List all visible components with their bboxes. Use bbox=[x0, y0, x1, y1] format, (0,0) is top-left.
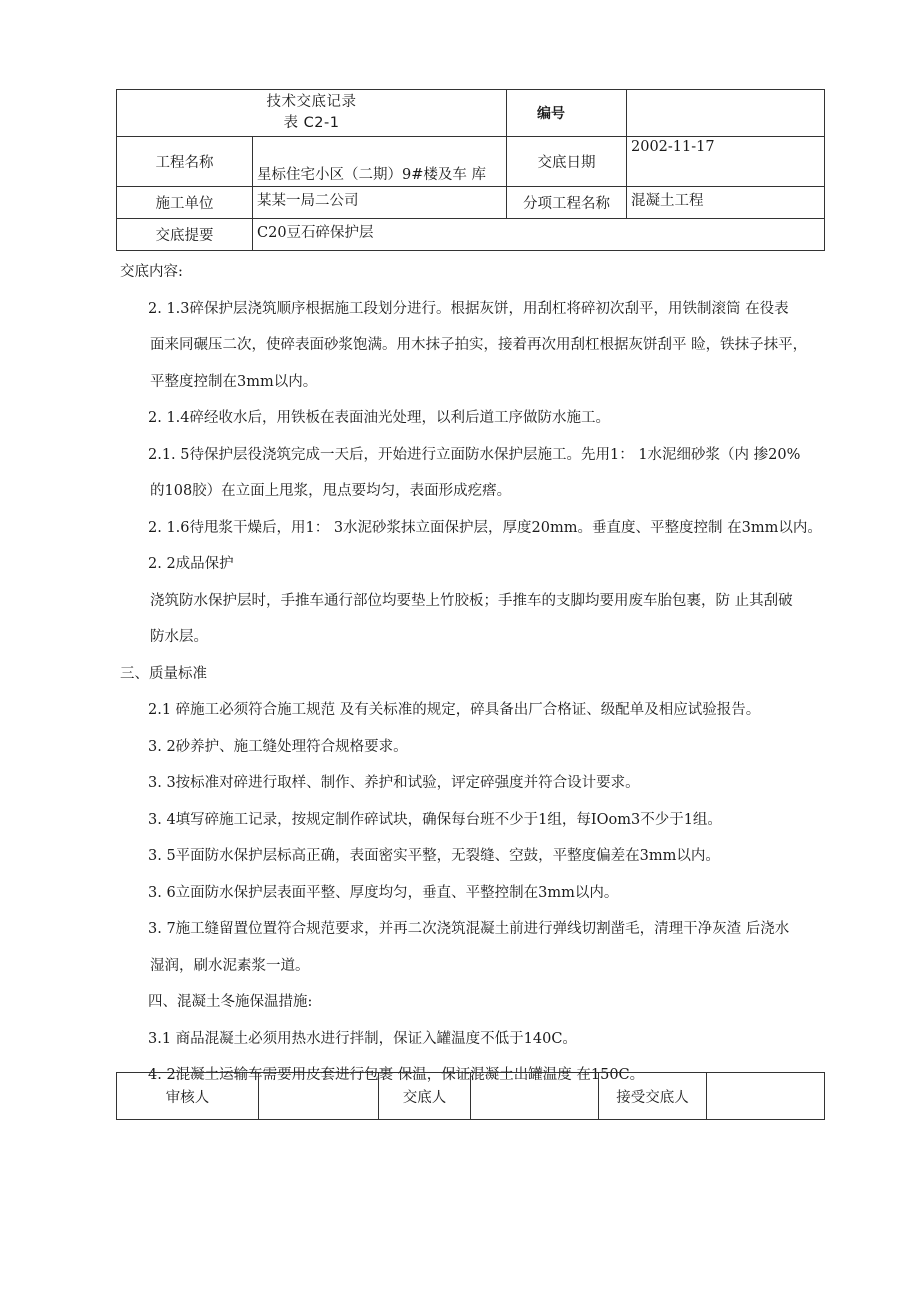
content-line: 的108胶）在立面上甩浆，甩点要均匀，表面形成疙瘩。 bbox=[150, 483, 512, 499]
content-line: 面来同碾压二次，使碎表面砂浆饱满。用木抹子拍实，接着再次用刮杠根据灰饼刮平 睑，铁抹子抹平， bbox=[150, 337, 808, 353]
date-label: 交底日期 bbox=[507, 137, 627, 187]
content-line: 平整度控制在3mm以内。 bbox=[150, 373, 318, 390]
disclosure-content bbox=[120, 254, 830, 1094]
reviewer-value bbox=[259, 1073, 379, 1120]
content-line: 3. 2砂养护、施工缝处理符合规格要求。 bbox=[148, 738, 408, 755]
project-name-label: 工程名称 bbox=[117, 137, 253, 187]
title-line-2: 表 C2-1 bbox=[283, 115, 340, 131]
content-line: 2. 1.4碎经收水后，用铁板在表面油光处理，以利后道工序做防水施工。 bbox=[148, 410, 611, 426]
content-line: 2. 1.6待甩浆干燥后，用1： 3水泥砂浆抹立面保护层，厚度20mm。垂直度、平整度控制 在3mm以内。 bbox=[148, 519, 822, 536]
number-value bbox=[627, 90, 825, 137]
content-line: 湿润，刷水泥素浆一道。 bbox=[150, 957, 310, 974]
summary-value: C20豆石碎保护层 bbox=[253, 219, 825, 251]
unit-value: 某某一局二公司 bbox=[253, 187, 507, 219]
content-line: 2. 2成品保护 bbox=[148, 556, 234, 572]
date-value: 2002-11-17 bbox=[627, 137, 825, 187]
content-line: 防水层。 bbox=[150, 629, 208, 645]
header-table bbox=[116, 89, 825, 251]
summary-label: 交底提要 bbox=[117, 219, 253, 251]
document-title bbox=[117, 90, 507, 137]
content-line: 3. 6立面防水保护层表面平整、厚度均匀，垂直、平整控制在3mm以内。 bbox=[148, 884, 619, 901]
content-line: 浇筑防水保护层时，手推车通行部位均要垫上竹胶板；手推车的支脚均要用废车胎包裹，防 止其刮破 bbox=[150, 592, 793, 609]
discloser-label: 交底人 bbox=[379, 1073, 471, 1120]
receiver-value bbox=[707, 1073, 825, 1120]
content-line: 4. 2混凝土运输车需要用皮套进行包裹 保温，保证混凝土出罐温度 在150C。 bbox=[148, 1067, 645, 1083]
content-heading: 交底内容: bbox=[120, 264, 183, 280]
title-line-1: 技术交底记录 bbox=[266, 94, 357, 110]
content-line: 3.1 商品混凝土必须用热水进行拌制，保证入罐温度不低于140C。 bbox=[148, 1030, 577, 1047]
discloser-value bbox=[471, 1073, 599, 1120]
section-heading-winter: 四、混凝土冬施保温措施: bbox=[148, 994, 313, 1010]
signature-table bbox=[116, 1072, 825, 1120]
sub-project-label: 分项工程名称 bbox=[507, 187, 627, 219]
content-line: 3. 7施工缝留置位置符合规范要求，并再二次浇筑混凝土前进行弹线切割凿毛，清理干净灰渣 后浇水 bbox=[148, 921, 790, 937]
sub-project-value: 混凝土工程 bbox=[627, 187, 825, 219]
unit-label: 施工单位 bbox=[117, 187, 253, 219]
section-heading-quality: 三、质量标准 bbox=[120, 665, 207, 682]
content-line: 2.1 碎施工必须符合施工规范 及有关标准的规定，碎具备出厂合格证、级配单及相应试验报告。 bbox=[148, 702, 761, 718]
reviewer-label: 审核人 bbox=[117, 1073, 259, 1120]
content-line: 3. 3按标准对碎进行取样、制作、养护和试验，评定碎强度并符合设计要求。 bbox=[148, 775, 640, 791]
project-name-value: 星标住宅小区（二期）9#楼及车 库 bbox=[253, 137, 507, 187]
content-line: 3. 4填写碎施工记录，按规定制作碎试块，确保每台班不少于1组，每IOom3不少于1组。 bbox=[148, 811, 722, 828]
content-line: 3. 5平面防水保护层标高正确，表面密实平整，无裂缝、空鼓，平整度偏差在3mm以内。 bbox=[148, 848, 720, 864]
content-line: 2.1. 5待保护层役浇筑完成一天后，开始进行立面防水保护层施工。先用1： 1水泥细砂浆（内 掺20% bbox=[148, 446, 801, 463]
number-label: 编号 bbox=[507, 90, 627, 137]
content-line: 2. 1.3碎保护层浇筑顺序根据施工段划分进行。根据灰饼，用刮杠将碎初次刮平，用铁制滚筒 在役表 bbox=[148, 300, 789, 317]
receiver-label: 接受交底人 bbox=[599, 1073, 707, 1120]
